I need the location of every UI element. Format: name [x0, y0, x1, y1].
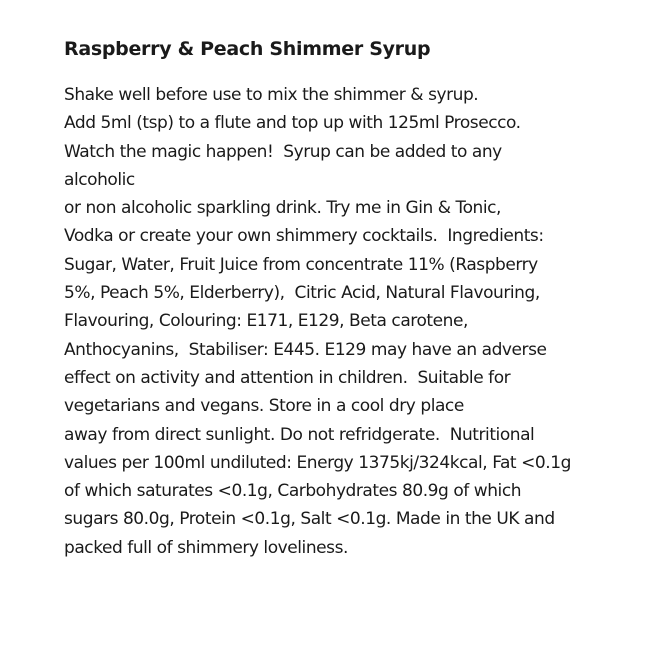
description-line: alcoholic: [64, 169, 135, 190]
description-line: vegetarians and vegans. Store in a cool dry place: [64, 396, 464, 417]
product-label: [64, 34, 624, 562]
description-line: or non alcoholic sparkling drink. Try me in Gin & Tonic,: [64, 198, 501, 219]
product-title: Raspberry & Peach Shimmer Syrup: [64, 38, 431, 60]
description-line: away from direct sunlight. Do not refridgerate. Nutritional: [64, 424, 535, 445]
description-line: Sugar, Water, Fruit Juice from concentrate 11% (Raspberry: [64, 254, 538, 275]
description-line: Flavouring, Colouring: E171, E129, Beta carotene,: [64, 311, 468, 332]
description-line: Shake well before use to mix the shimmer & syrup.: [64, 85, 479, 105]
product-description: [64, 81, 624, 562]
description-line: of which saturates <0.1g, Carbohydrates 80.9g of which: [64, 481, 522, 502]
description-line: values per 100ml undiluted: Energy 1375kj/324kcal, Fat <0.1g: [64, 452, 571, 473]
description-line: Watch the magic happen! Syrup can be added to any: [64, 141, 502, 162]
description-line: packed full of shimmery loveliness.: [64, 537, 348, 558]
description-line: sugars 80.0g, Protein <0.1g, Salt <0.1g. Made in the UK and: [64, 509, 555, 530]
description-line: 5%, Peach 5%, Elderberry), Citric Acid, Natural Flavouring,: [64, 283, 540, 304]
description-line: Anthocyanins, Stabiliser: E445. E129 may have an adverse: [64, 339, 547, 360]
description-line: Vodka or create your own shimmery cocktails. Ingredients:: [64, 226, 544, 247]
description-line: Add 5ml (tsp) to a flute and top up with 125ml Prosecco.: [64, 113, 521, 134]
description-line: effect on activity and attention in children. Suitable for: [64, 367, 511, 388]
